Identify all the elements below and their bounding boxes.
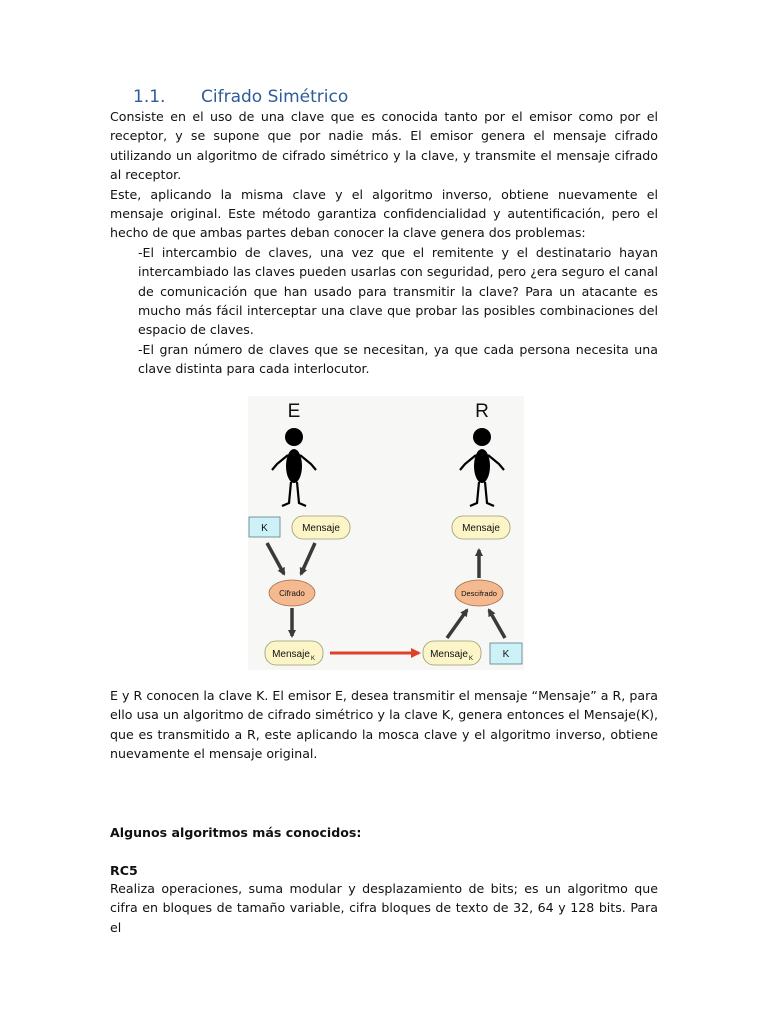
rc5-paragraph: Realiza operaciones, suma modular y desplazamiento de bits; es un algoritmo que cifra en bloques de tamaño variable, cifra bloques de texto de 32, 64 y 128 bits. Para el bbox=[110, 881, 658, 935]
receiver-label: R bbox=[475, 401, 489, 422]
section-title: Cifrado Simétrico bbox=[201, 87, 349, 107]
encrypted-right-label: Mensaje bbox=[430, 649, 468, 660]
rc5-description bbox=[110, 879, 658, 937]
intro-text bbox=[110, 107, 658, 379]
cipher-node-label: Cifrado bbox=[279, 589, 305, 598]
message-right-label: Mensaje bbox=[462, 523, 500, 534]
problem-key-count: -El gran número de claves que se necesitan, ya que cada persona necesita una clave distinta para cada interlocutor. bbox=[138, 341, 658, 377]
decipher-node-label: Descifrado bbox=[461, 589, 497, 598]
encrypted-right-subscript: K bbox=[468, 656, 474, 662]
paragraph-inverse: Este, aplicando la misma clave y el algoritmo inverso, obtiene nuevamente el mensaje original. Este método garantiza confidencialidad y autentificación, pero el hecho de que ambas partes deban conocer la clave genera dos problemas: bbox=[110, 186, 658, 241]
key-left-label: K bbox=[261, 523, 268, 534]
message-left-label: Mensaje bbox=[302, 523, 340, 534]
section-number: 1.1. bbox=[133, 87, 166, 107]
explanation-paragraph: E y R conocen la clave K. El emisor E, desea transmitir el mensaje “Mensaje” a R, para ello usa un algoritmo de cifrado simétrico y la clave K, genera entonces el Mensaje(K), que es transmitido a R, este aplicando la mosca clave y el algoritmo inverso, obtiene nuevamente el mensaje original. bbox=[110, 688, 658, 762]
section-heading bbox=[133, 86, 633, 108]
symmetric-cipher-diagram bbox=[248, 396, 524, 670]
algorithms-heading: Algunos algoritmos más conocidos: bbox=[110, 825, 362, 840]
paragraph-definition: Consiste en el uso de una clave que es conocida tanto por el emisor como por el receptor, y se supone que por nadie más. El emisor genera el mensaje cifrado utilizando un algoritmo de cifrado simétrico y la clave, y transmite el mensaje cifrado al receptor. bbox=[110, 109, 658, 183]
key-right-label: K bbox=[502, 649, 510, 660]
encrypted-left-label: Mensaje bbox=[272, 649, 310, 660]
emitter-label: E bbox=[287, 401, 301, 422]
diagram-explanation bbox=[110, 686, 658, 764]
encrypted-left-subscript: K bbox=[310, 656, 316, 662]
problem-key-exchange: -El intercambio de claves, una vez que el remitente y el destinatario hayan intercambiado las claves pueden usarlas con seguridad, pero ¿era seguro el canal de comunicación que han usado para transmitir la clave? Para un atacante es mucho más fácil interceptar una clave que probar las posibles combinaciones del espacio de claves. bbox=[138, 244, 658, 338]
rc5-title: RC5 bbox=[110, 863, 138, 878]
